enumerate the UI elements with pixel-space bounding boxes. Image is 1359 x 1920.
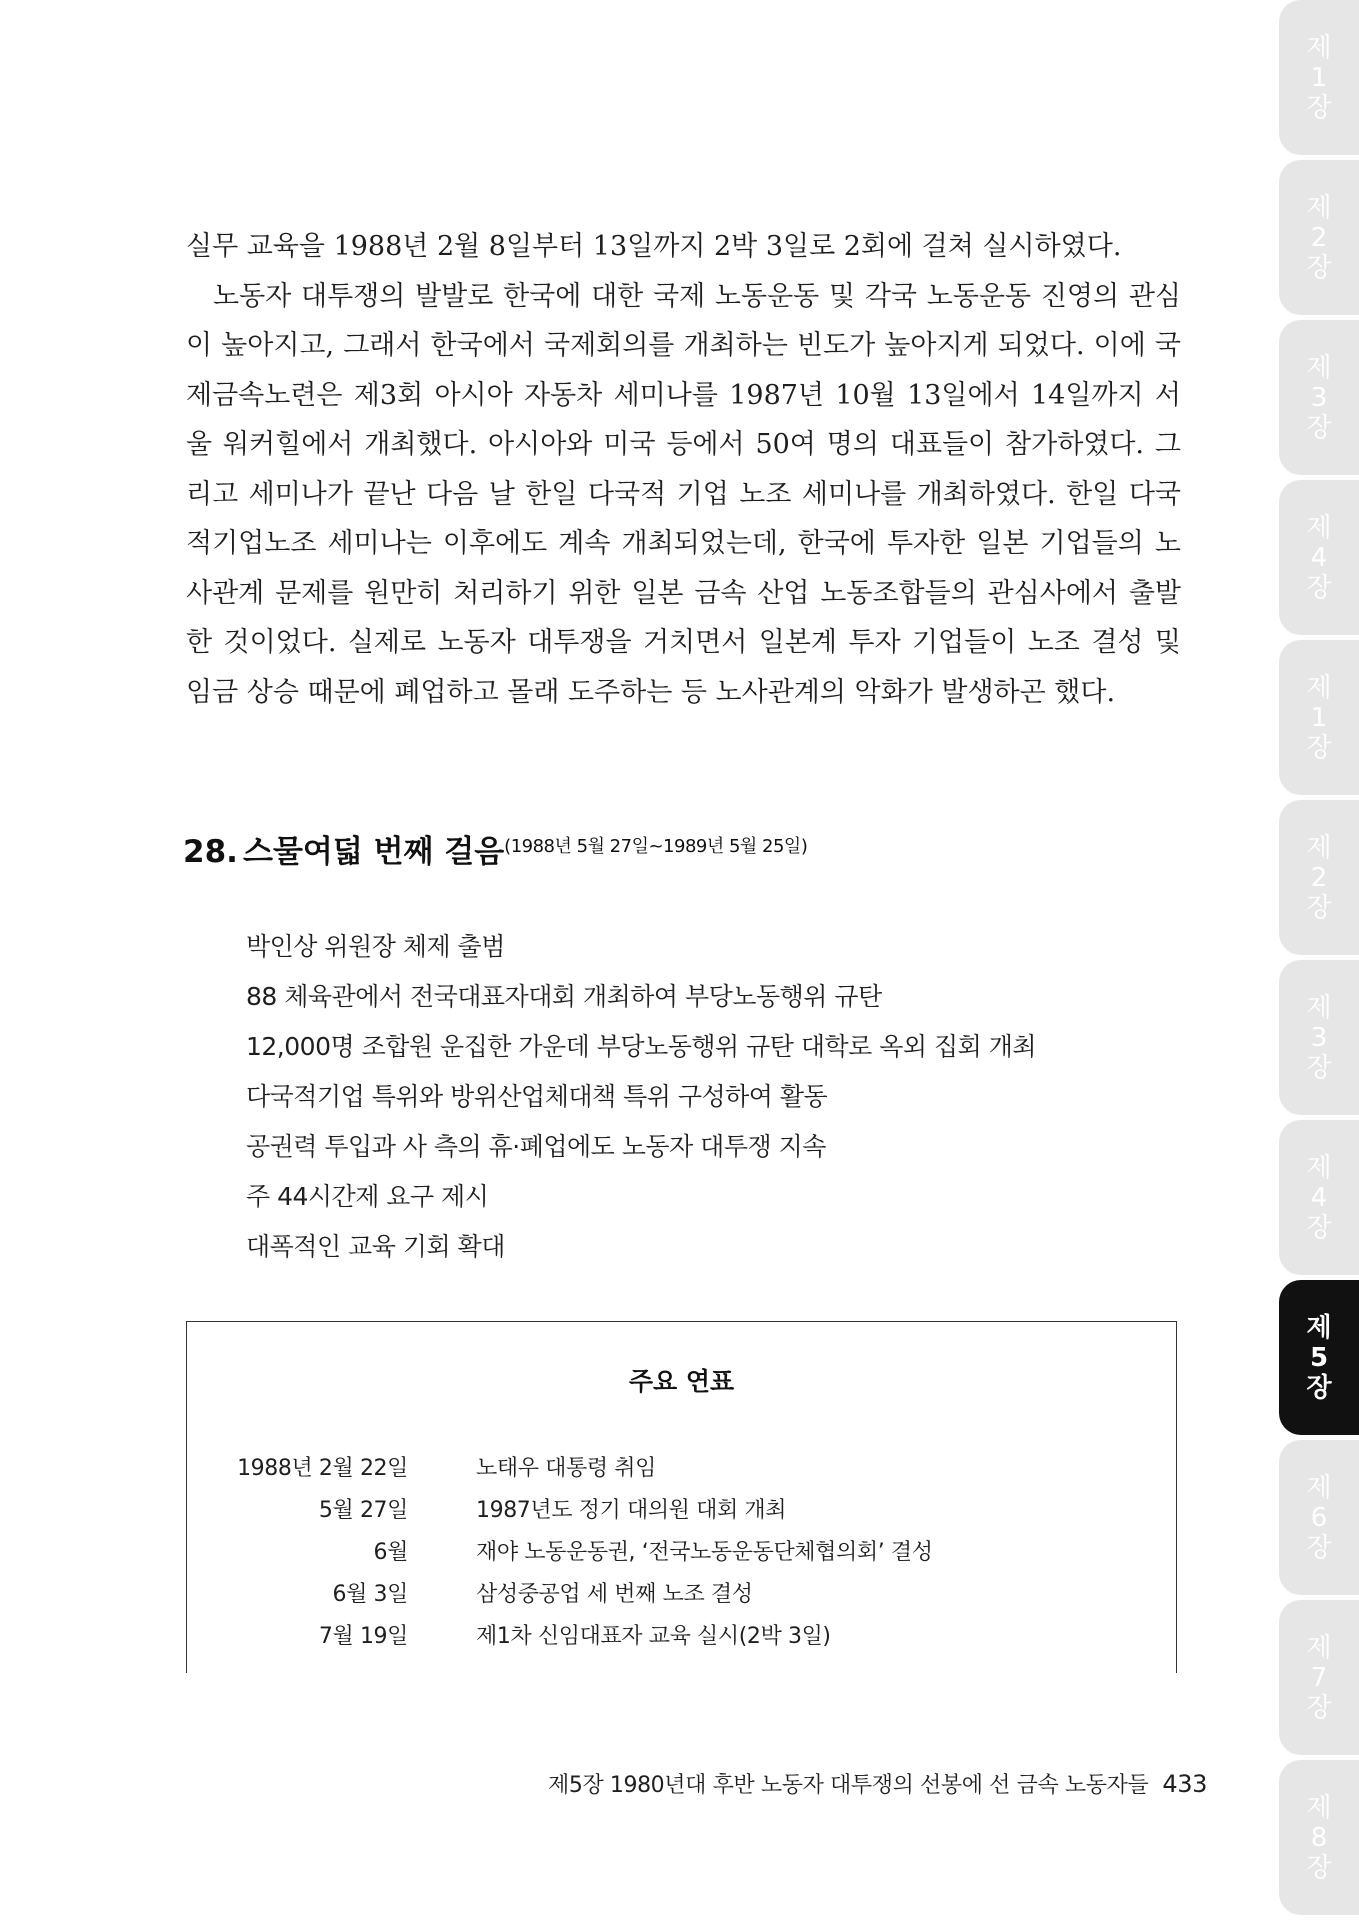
timeline-row (187, 1616, 1176, 1658)
section-period: (1988년 5월 27일~1989년 5월 25일) (504, 836, 808, 857)
list-item: 주 44시간제 요구 제시 (246, 1182, 489, 1211)
chapter-tab-3-part2[interactable]: 제 3 장 (1279, 960, 1359, 1115)
section-title: 스물여덟 번째 걸음 (243, 834, 505, 870)
chapter-tab-3[interactable]: 제 3 장 (1279, 320, 1359, 475)
list-item: 공권력 투입과 사 측의 휴·폐업에도 노동자 대투쟁 지속 (246, 1132, 826, 1161)
chapter-tab-1[interactable]: 제 1 장 (1279, 0, 1359, 155)
chapter-tab-2[interactable]: 제 2 장 (1279, 160, 1359, 315)
timeline-event: 노태우 대통령 취임 (476, 1456, 657, 1481)
timeline-date: 5월 27일 (318, 1498, 408, 1523)
chapter-tab-5-active[interactable]: 제 5 장 (1279, 1280, 1359, 1435)
timeline-row (187, 1448, 1176, 1490)
timeline-row (187, 1532, 1176, 1574)
chapter-tabs (1279, 0, 1359, 1920)
list-item: 대폭적인 교육 기회 확대 (246, 1232, 505, 1261)
section-heading (183, 826, 807, 871)
paragraph-2: 노동자 대투쟁의 발발로 한국에 대한 국제 노동운동 및 각국 노동운동 진영의 관심이 높아지고, 그래서 한국에서 국제회의를 개최하는 빈도가 높아지게 되었다. 이에 국제금속노련은 제3회 아시아 자동차 세미나를 1987년 10월 13일에서 14일까지 서울 워커힐에서 개최했다. 아시아와 미국 등에서 50여 명의 대표들이 참가하였다. 그리고 세미나가 끝난 다음 날 한일 다국적 기업 노조 세미나를 개최하였다. 한일 다국적기업노조 세미나는 이후에도 계속 개최되었는데, 한국에 투자한 일본 기업들의 노사관계 문제를 원만히 처리하기 위한 일본 금속 산업 노동조합들의 관심사에서 출발한 것이었다. 실제로 노동자 대투쟁을 거치면서 일본계 투자 기업들이 노조 결성 및 임금 상승 때문에 폐업하고 몰래 도주하는 등 노사관계의 악화가 발생하곤 했다. (186, 280, 1181, 708)
timeline-row (187, 1490, 1176, 1532)
list-item: 다국적기업 특위와 방위산업체대책 특위 구성하여 활동 (246, 1082, 828, 1111)
timeline-event: 제1차 신임대표자 교육 실시(2박 3일) (476, 1624, 831, 1649)
timeline-box (186, 1321, 1177, 1673)
chapter-tab-4-part2[interactable]: 제 4 장 (1279, 1120, 1359, 1275)
timeline-date: 6월 3일 (332, 1582, 408, 1607)
timeline-event: 재야 노동운동권, ‘전국노동운동단체협의회’ 결성 (476, 1540, 933, 1565)
page-footer (548, 1768, 1207, 1799)
highlights-list (246, 922, 1036, 1272)
timeline-rows (187, 1448, 1176, 1658)
chapter-tab-4[interactable]: 제 4 장 (1279, 480, 1359, 635)
section-number: 28. (183, 834, 238, 870)
timeline-date: 1988년 2월 22일 (237, 1456, 408, 1481)
list-item: 88 체육관에서 전국대표자대회 개최하여 부당노동행위 규탄 (246, 982, 882, 1011)
timeline-row (187, 1574, 1176, 1616)
chapter-tab-1-part2[interactable]: 제 1 장 (1279, 640, 1359, 795)
timeline-title: 주요 연표 (628, 1367, 735, 1396)
footer-chapter-title: 제5장 1980년대 후반 노동자 대투쟁의 선봉에 선 금속 노동자들 (548, 1773, 1149, 1798)
page-number: 433 (1162, 1770, 1207, 1798)
timeline-event: 삼성중공업 세 번째 노조 결성 (476, 1582, 753, 1607)
chapter-tab-7[interactable]: 제 7 장 (1279, 1600, 1359, 1755)
list-item: 12,000명 조합원 운집한 가운데 부당노동행위 규탄 대학로 옥외 집회 개최 (246, 1032, 1037, 1061)
chapter-tab-8[interactable]: 제 8 장 (1279, 1760, 1359, 1915)
list-item: 박인상 위원장 체제 출범 (246, 932, 505, 961)
chapter-tab-2-part2[interactable]: 제 2 장 (1279, 800, 1359, 955)
timeline-event: 1987년도 정기 대의원 대회 개최 (476, 1498, 787, 1523)
timeline-date: 6월 (373, 1540, 408, 1565)
chapter-tab-6[interactable]: 제 6 장 (1279, 1440, 1359, 1595)
body-text (186, 222, 1181, 717)
paragraph-1: 실무 교육을 1988년 2월 8일부터 13일까지 2박 3일로 2회에 걸쳐 실시하였다. (186, 231, 1122, 262)
timeline-date: 7월 19일 (318, 1624, 408, 1649)
